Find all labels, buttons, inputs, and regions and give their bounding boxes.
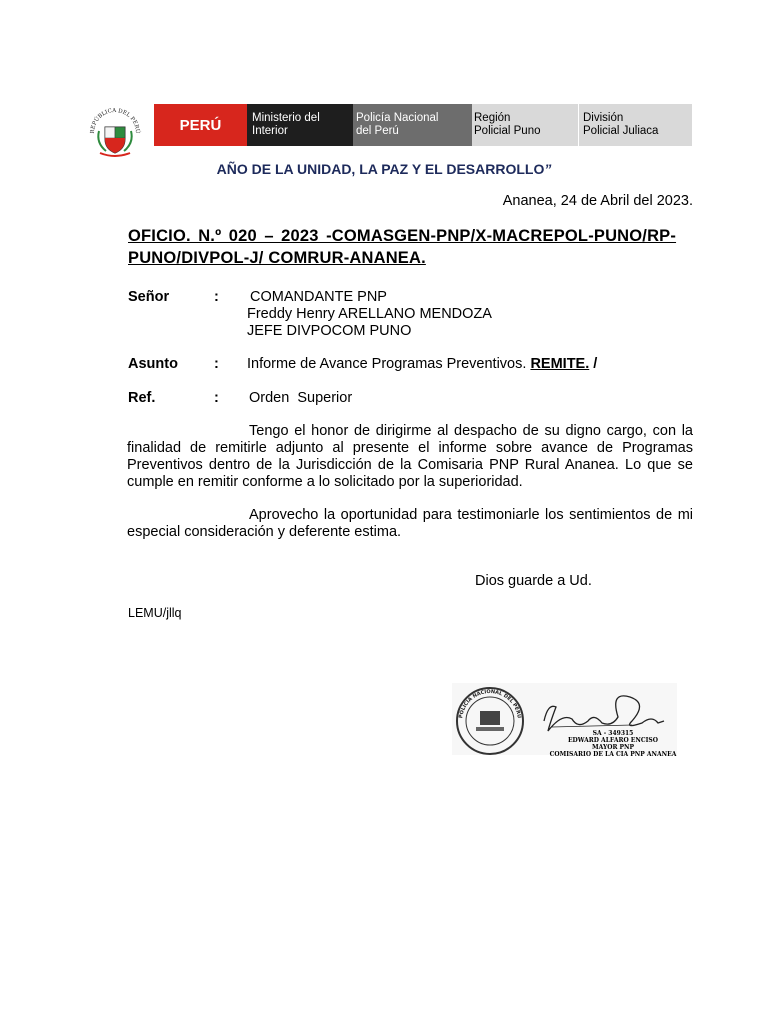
police-line-2: del Perú [356,125,399,137]
senor-label: Señor [128,289,170,305]
ministry-line-1: Ministerio del [252,112,320,124]
ministry-block [247,104,353,146]
initials: LEMU/jllq [128,606,182,620]
peru-brand-block [154,104,247,146]
place-date: Ananea, 24 de Abril del 2023. [502,193,693,209]
ref-value: Orden Superior [249,390,353,406]
body-paragraph-2 [127,507,693,541]
asunto-value [247,356,597,373]
signature-post: COMISARIO DE LA CIA PNP ANANEA [549,751,677,758]
asunto-colon: : [214,356,219,372]
region-line-1: Región [474,112,511,124]
signature-rank: MAYOR PNP [591,744,635,751]
police-line-1: Policía Nacional [356,112,439,124]
signature-cip: SA - 349315 [592,730,634,737]
signature-name: EDWARD ALFARO ENCISO [567,737,658,744]
region-block [472,104,578,146]
division-block [578,104,692,146]
senor-line-1: COMANDANTE PNP [250,289,387,305]
police-block [353,104,472,146]
peru-label: PERÚ [179,116,222,134]
body-paragraph-1 [127,423,693,491]
year-motto-text: AÑO DE LA UNIDAD, LA PAZ Y EL DESARROLLO [216,161,545,177]
year-motto [0,161,768,177]
ministry-line-2: Interior [252,125,288,137]
asunto-label: Asunto [128,356,178,372]
asunto-text: Informe de Avance Programas Preventivos. [247,356,527,372]
body-paragraph-2-text: Aprovecho la oportunidad para testimoniarle los sentimientos de mi especial consideración y deferente estima. [127,507,693,540]
senor-line-2: Freddy Henry ARELLANO MENDOZA [247,306,492,322]
division-line-1: División [583,112,624,124]
signature-block [452,683,677,758]
oficio-number: OFICIO. N.º 020 – 2023 -COMASGEN-PNP/X-MACREPOL-PUNO/RP-PUNO/DIVPOL-J/ COMRUR-ANANEA. [128,226,677,267]
ref-colon: : [214,390,219,406]
peru-coat-of-arms-emblem [86,103,144,161]
seal-text: POLICÍA NACIONAL DEL PERÚ [458,688,522,719]
emblem-text: REPÚBLICA DEL PERÚ [89,107,141,134]
year-motto-quote: ” [544,161,552,177]
senor-line-3: JEFE DIVPOCOM PUNO [247,323,412,339]
closing-text: Dios guarde a Ud. [475,573,592,589]
signature-caption [548,730,678,758]
asunto-suffix: / [589,356,598,372]
asunto-emphasis: REMITE. [530,356,590,372]
body-paragraph-1-text: Tengo el honor de dirigirme al despacho de su digno cargo, con la finalidad de remitirle adjunto al presente el informe sobre avance de Programas Preventivos dentro de la Jurisdicción de la Comisaria PNP Rural Ananea. Lo que se cumple en remitir conforme a lo solicitado por la superioridad. [127,423,693,490]
ref-label: Ref. [128,390,156,406]
senor-colon: : [214,289,219,305]
division-line-2: Policial Juliaca [583,125,659,137]
region-line-2: Policial Puno [474,125,541,137]
